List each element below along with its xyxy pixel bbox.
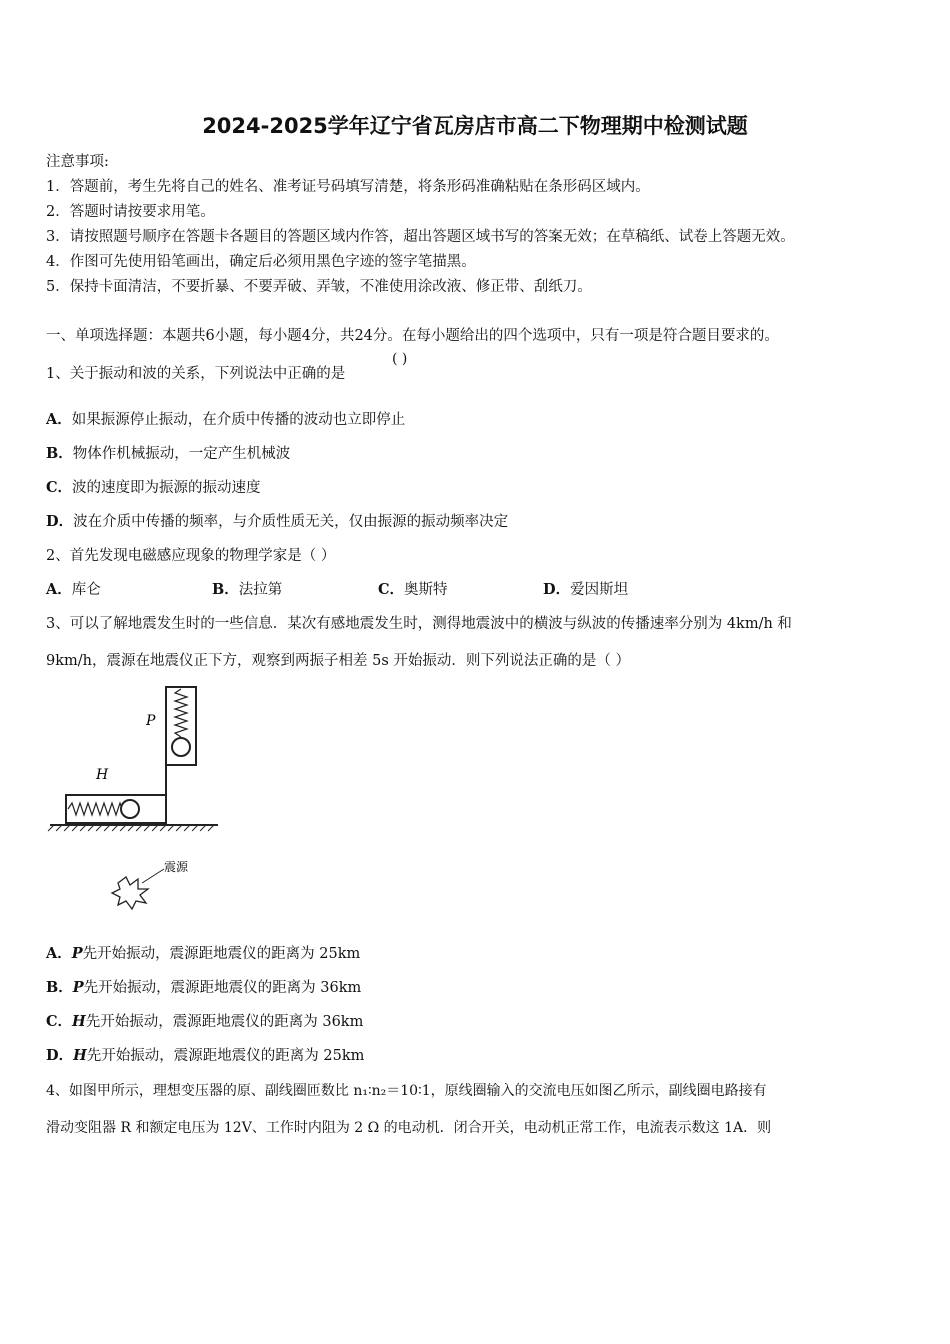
- option-label: B．: [46, 445, 73, 462]
- q4-line1: 4、如图甲所示，理想变压器的原、副线圈匝数比 n₁∶n₂＝10∶1，原线圈输入的交流电压如图乙所示，副线圈电路接有: [46, 1083, 767, 1099]
- q3-stem-line2: 9km/h，震源在地震仪正下方，观察到两振子相差 5s 开始振动．则下列说法正确的是（ ）: [46, 653, 630, 669]
- option-text: 先开始振动，震源距地震仪的距离为 25km: [82, 946, 361, 962]
- label-h: H: [96, 767, 109, 783]
- option-label: C．: [46, 1013, 73, 1030]
- q2-option-a: [46, 580, 101, 600]
- option-text: 先开始振动，震源距地震仪的距离为 25km: [86, 1048, 365, 1064]
- option-var: H: [73, 1047, 87, 1064]
- option-var: H: [72, 1013, 86, 1030]
- option-text: 先开始振动，震源距地震仪的距离为 36km: [83, 980, 362, 996]
- option-label: D．: [46, 513, 74, 530]
- option-text: 法拉第: [238, 582, 283, 598]
- q3-option-b: [46, 978, 361, 998]
- q3-stem-line1: 3、可以了解地震发生时的一些信息．某次有感地震发生时，测得地震波中的横波与纵波的传播速率分别为 4km/h 和: [46, 616, 792, 632]
- q2-option-d: [543, 580, 628, 600]
- option-label: D．: [543, 581, 571, 598]
- h-ball: [121, 800, 139, 818]
- q2-option-b: [212, 580, 282, 600]
- option-text: 物体作机械振动，一定产生机械波: [72, 446, 291, 462]
- notice-heading: 注意事项:: [46, 154, 109, 170]
- option-text: 库仑: [71, 582, 101, 598]
- option-var: P: [72, 979, 84, 996]
- q1-option-b: [46, 444, 290, 464]
- option-label: D．: [46, 1047, 74, 1064]
- q1-option-d: [46, 512, 508, 532]
- q2-option-c: [378, 580, 448, 600]
- section-heading: 一、单项选择题：本题共6小题，每小题4分，共24分。在每小题给出的四个选项中，只有一项是符合题目要求的。: [46, 328, 779, 344]
- label-source: 震源: [164, 860, 189, 874]
- seismograph-figure: [46, 683, 226, 918]
- notice-item: 3．请按照题号顺序在答题卡各题目的答题区域内作答，超出答题区域书写的答案无效；在草稿纸、试卷上答题无效。: [46, 229, 795, 245]
- option-label: C．: [46, 479, 73, 496]
- option-label: B．: [46, 979, 73, 996]
- option-text: 奥斯特: [404, 582, 448, 598]
- notice-item: 2．答题时请按要求用笔。: [46, 204, 215, 220]
- page-title: 2024-2025学年辽宁省瓦房店市高二下物理期中检测试题: [202, 114, 748, 138]
- q3-option-d: [46, 1046, 364, 1066]
- p-spring: [175, 689, 187, 737]
- option-label: B．: [212, 581, 239, 598]
- q3-option-a: [46, 944, 360, 964]
- option-text: 先开始振动，震源距地震仪的距离为 36km: [85, 1014, 364, 1030]
- notice-item: 4．作图可先使用铅笔画出，确定后必须用黑色字迹的签字笔描黑。: [46, 254, 476, 270]
- source-burst-icon: [112, 877, 148, 909]
- h-frame: [66, 795, 166, 823]
- notice-item: 1．答题前，考生先将自己的姓名、准考证号码填写清楚，将条形码准确粘贴在条形码区域内。: [46, 179, 650, 195]
- option-text: 波的速度即为振源的振动速度: [72, 480, 261, 496]
- q1-option-a: [46, 410, 405, 430]
- option-label: A．: [46, 411, 72, 428]
- label-p: P: [146, 713, 156, 729]
- option-text: 波在介质中传播的频率，与介质性质无关，仅由振源的振动频率决定: [73, 514, 509, 530]
- q2-stem: 2、首先发现电磁感应现象的物理学家是（ ）: [46, 548, 336, 564]
- q1-answer-paren: ( ): [392, 351, 408, 367]
- q3-option-c: [46, 1012, 363, 1032]
- q1-option-c: [46, 478, 261, 498]
- option-var: P: [71, 945, 83, 962]
- q1-stem: 1、关于振动和波的关系，下列说法中正确的是: [46, 366, 346, 382]
- option-text: 如果振源停止振动，在介质中传播的波动也立即停止: [71, 412, 406, 428]
- notice-item: 5．保持卡面清洁，不要折暴、不要弄破、弄皱，不准使用涂改液、修正带、刮纸刀。: [46, 279, 592, 295]
- option-label: A．: [46, 581, 72, 598]
- option-label: A．: [46, 945, 72, 962]
- option-label: C．: [378, 581, 405, 598]
- h-spring: [68, 803, 122, 815]
- p-ball: [172, 738, 190, 756]
- q4-line2: 滑动变阻器 R 和额定电压为 12V、工作时内阻为 2 Ω 的电动机．闭合开关，电动机正常工作，电流表示数这 1A．则: [46, 1120, 772, 1136]
- option-text: 爱因斯坦: [570, 582, 629, 598]
